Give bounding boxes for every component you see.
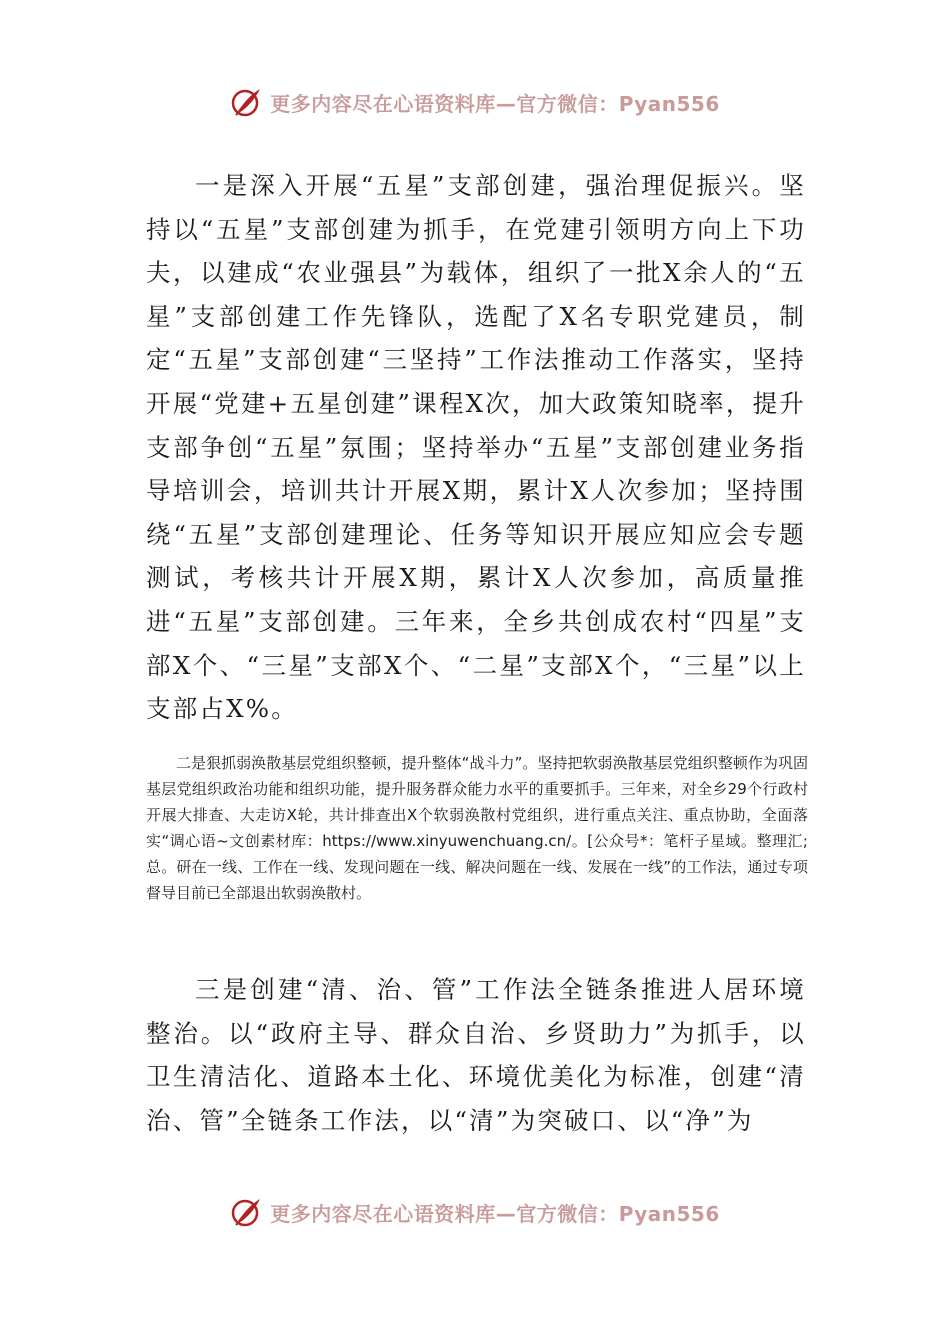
quill-logo-icon [230, 85, 264, 119]
paragraph-five-star-branch: 一是深入开展“五星”支部创建，强治理促振兴。坚持以“五星”支部创建为抓手，在党建引领明方向上下功夫，以建成“农业强县”为载体，组织了一批X余人的“五星”支部创建工作先锋队，选配了X名专职党建员，制定“五星”支部创建“三坚持”工作法推动工作落实，坚持开展“党建+五星创建”课程X次，加大政策知晓率，提升支部争创“五星”氛围；坚持举办“五星”支部创建业务指导培训会，培训共计开展X期，累计X人次参加；坚持围绕“五星”支部创建理论、任务等知识开展应知应会专题测试，考核共计开展X期，累计X人次参加，高质量推进“五星”支部创建。三年来，全乡共创成农村“四星”支部X个、“三星”支部X个、“二星”支部X个，“三星”以上支部占X%。 [146, 171, 806, 724]
watermark-text-bottom: 更多内容尽在心语资料库—官方微信：Pyan556 [270, 1201, 720, 1226]
watermark-text-top: 更多内容尽在心语资料库—官方微信：Pyan556 [270, 91, 720, 116]
paragraph-living-environment: 三是创建“清、治、管”工作法全链条推进人居环境整治。以“政府主导、群众自治、乡贤助力”为抓手，以卫生清洁化、道路本土化、环境优美化为标准，创建“清治、管”全链条工作法，以“清”为突破口、以“净”为 [146, 975, 806, 1135]
watermark-banner-top [0, 80, 950, 124]
paragraph-weak-organization-rectification: 二是狠抓弱涣散基层党组织整顿，提升整体“战斗力”。坚持把软弱涣散基层党组织整顿作为巩固基层党组织政治功能和组织功能，提升服务群众能力水平的重要抓手。三年来，对全乡29个行政村开展大排查、大走访X轮，共计排查出X个软弱涣散村党组织，进行重点关注、重点协助，全面落实“调心语~文创素材库：https://www.xinyuwenchuang.cn/。[公众号*：笔杆子星域。整理汇;总。研在一线、工作在一线、发现问题在一线、解决问题在一线、发展在一线”的工作法，通过专项督导目前已全部退出软弱涣散村。 [146, 754, 808, 902]
watermark-banner-bottom [0, 1190, 950, 1234]
quill-logo-icon [230, 1195, 264, 1229]
